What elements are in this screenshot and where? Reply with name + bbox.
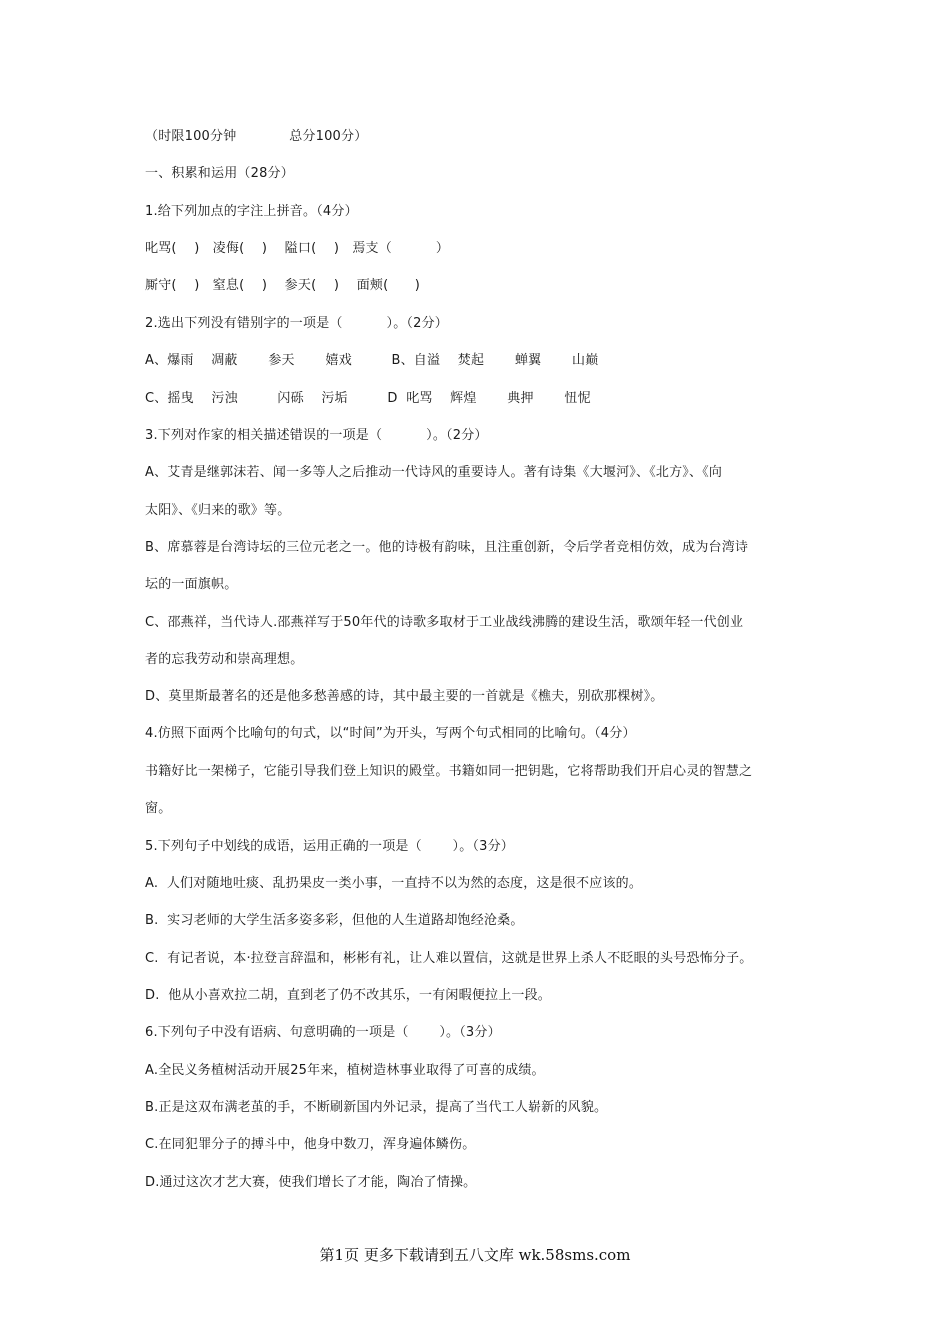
question-2-row-1: A、爆雨 凋蔽 参天 嬉戏 B、自溢 焚起 蝉翼 山巅: [145, 353, 599, 368]
question-5-option-a: A. 人们对随地吐痰、乱扔果皮一类小事，一直持不以为然的态度，这是很不应该的。: [145, 876, 643, 891]
question-5-option-d: D. 他从小喜欢拉二胡，直到老了仍不改其乐，一有闲暇便拉上一段。: [145, 988, 552, 1003]
question-4-stem: 4.仿照下面两个比喻句的句式，以“时间”为开头，写两个句式相同的比喻句。（4分）: [145, 726, 636, 741]
question-3-option-b-cont: 坛的一面旗帜。: [145, 577, 238, 592]
question-2-row-2: C、摇曳 污浊 闪砾 污垢 D 叱骂 辉煌 典押 忸怩: [145, 391, 591, 406]
question-2-stem: 2.选出下列没有错别字的一项是（ ）。（2分）: [145, 316, 449, 331]
question-6-option-b: B.正是这双布满老茧的手，不断刷新国内外记录，提高了当代工人崭新的风貌。: [145, 1100, 608, 1115]
question-5-option-b: B. 实习老师的大学生活多姿多彩，但他的人生道路却饱经沧桑。: [145, 913, 524, 928]
question-3-stem: 3.下列对作家的相关描述错误的一项是（ ）。（2分）: [145, 428, 488, 443]
page-footer: 第1页 更多下载请到五八文库 wk.58sms.com: [319, 1246, 631, 1264]
question-3-option-b: B、席慕蓉是台湾诗坛的三位元老之一。他的诗极有韵味，且注重创新，令后学者竞相仿效，成为台湾诗: [145, 540, 749, 555]
question-3-option-c: C、邵燕祥，当代诗人.邵燕祥写于50年代的诗歌多取材于工业战线沸腾的建设生活，歌颂年轻一代创业: [145, 615, 744, 630]
question-6-option-c: C.在同犯罪分子的搏斗中，他身中数刀，浑身遍体鳞伤。: [145, 1137, 476, 1152]
question-5-stem: 5.下列句子中划线的成语，运用正确的一项是（ ）。（3分）: [145, 839, 515, 854]
question-4-text: 书籍好比一架梯子，它能引导我们登上知识的殿堂。书籍如同一把钥匙，它将帮助我们开启心灵的智慧之: [145, 764, 753, 779]
question-1-stem: 1.给下列加点的字注上拼音。（4分）: [145, 204, 358, 219]
question-1-row-2: 厮守( ) 窒息( ) 参天( ) 面颊( ): [145, 278, 421, 293]
question-3-option-d: D、莫里斯最著名的还是他多愁善感的诗，其中最主要的一首就是《樵夫，别砍那棵树》。: [145, 689, 664, 704]
question-6-option-a: A.全民义务植树活动开展25年来，植树造林事业取得了可喜的成绩。: [145, 1063, 545, 1078]
exam-header: （时限100分钟 总分100分）: [145, 129, 368, 144]
section-heading: 一、积累和运用（28分）: [145, 166, 294, 181]
question-5-option-c: C. 有记者说，本·拉登言辞温和，彬彬有礼，让人难以置信，这就是世界上杀人不眨眼的头号恐怖分子。: [145, 951, 753, 966]
question-3-option-c-cont: 者的忘我劳动和崇高理想。: [145, 652, 304, 667]
question-4-text-cont: 窗。: [145, 801, 172, 816]
question-6-option-d: D.通过这次才艺大赛，使我们增长了才能，陶冶了情操。: [145, 1175, 477, 1190]
question-3-option-a: A、艾青是继郭沫若、闻一多等人之后推动一代诗风的重要诗人。著有诗集《大堰河》、《北方》、《向: [145, 465, 723, 480]
question-6-stem: 6.下列句子中没有语病、句意明确的一项是（ ）。（3分）: [145, 1025, 501, 1040]
question-3-option-a-cont: 太阳》、《归来的歌》等。: [145, 503, 291, 518]
question-1-row-1: 叱骂( ) 凌侮( ) 隘口( ) 焉支（ ）: [145, 241, 450, 256]
